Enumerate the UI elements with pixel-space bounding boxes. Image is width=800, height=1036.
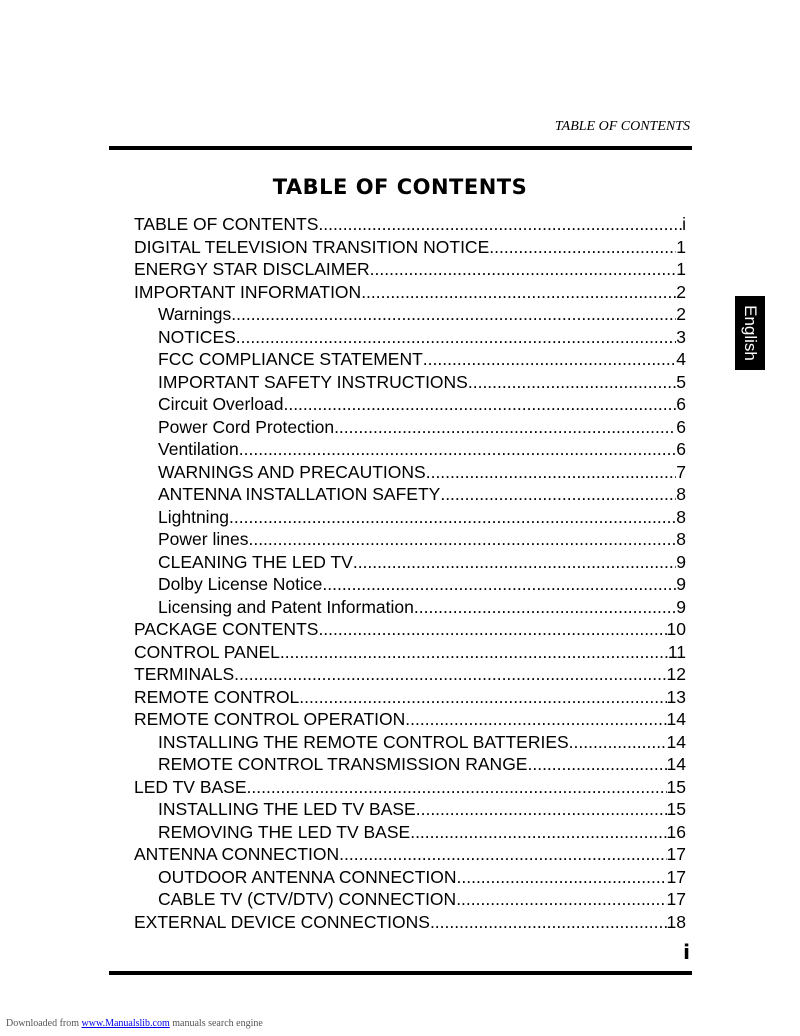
- toc-dot-leader: [430, 911, 667, 934]
- toc-dot-leader: [236, 326, 676, 349]
- toc-dot-leader: [416, 798, 667, 821]
- toc-entry-page: 8: [676, 506, 686, 527]
- toc-dot-leader: [414, 596, 676, 619]
- toc-entry-label: PACKAGE CONTENTS: [134, 619, 319, 639]
- toc-entry[interactable]: [134, 393, 686, 416]
- footer-prefix: Downloaded from: [6, 1018, 80, 1029]
- toc-entry-label: REMOTE CONTROL OPERATION: [134, 709, 406, 729]
- toc-entry-label: Licensing and Patent Information: [158, 596, 414, 617]
- toc-entry-label: Warnings: [158, 304, 232, 324]
- toc-entry-page: 2: [676, 304, 686, 324]
- toc-entry-page: 9: [676, 551, 686, 572]
- toc-entry-label: EXTERNAL DEVICE CONNECTIONS: [134, 911, 430, 932]
- toc-entry-label: ANTENNA INSTALLATION SAFETY: [158, 484, 441, 504]
- toc-entry-label: Lightning: [158, 506, 230, 527]
- toc-entry-page: 6: [676, 416, 686, 437]
- toc-entry-label: INSTALLING THE LED TV BASE: [158, 799, 416, 819]
- toc-entry-label: Circuit Overload: [158, 394, 284, 414]
- toc-entry[interactable]: [134, 416, 686, 439]
- toc-dot-leader: [353, 551, 676, 574]
- toc-entry-label: CABLE TV (CTV/DTV) CONNECTION: [158, 889, 457, 909]
- toc-entry-page: 8: [676, 484, 686, 504]
- toc-entry-page: 10: [666, 619, 686, 639]
- toc-dot-leader: [370, 258, 677, 281]
- toc-entry[interactable]: [134, 663, 686, 686]
- toc-entry[interactable]: [134, 753, 686, 776]
- toc-entry[interactable]: [134, 618, 686, 641]
- toc-entry-label: CLEANING THE LED TV: [158, 551, 353, 572]
- toc-dot-leader: [489, 236, 676, 259]
- toc-dot-leader: [426, 461, 677, 484]
- table-of-contents: [134, 213, 686, 933]
- toc-entry[interactable]: [134, 236, 686, 259]
- toc-dot-leader: [231, 303, 676, 326]
- toc-entry[interactable]: [134, 888, 686, 911]
- manualslib-link[interactable]: www.Manualslib.com: [81, 1018, 170, 1029]
- header-rule: [109, 146, 692, 150]
- toc-entry[interactable]: [134, 798, 686, 821]
- toc-entry-label: NOTICES: [158, 326, 236, 347]
- toc-entry-page: 14: [666, 709, 686, 729]
- toc-entry[interactable]: [134, 371, 686, 394]
- toc-entry[interactable]: [134, 821, 686, 844]
- toc-entry-label: REMOTE CONTROL: [134, 686, 300, 707]
- toc-entry-page: 3: [676, 326, 686, 347]
- toc-dot-leader: [440, 483, 676, 506]
- toc-entry-page: i: [682, 214, 686, 234]
- toc-dot-leader: [234, 663, 666, 686]
- toc-entry-page: 18: [666, 911, 686, 932]
- toc-entry-page: 14: [666, 731, 686, 752]
- toc-dot-leader: [405, 708, 666, 731]
- toc-entry[interactable]: [134, 303, 686, 326]
- toc-entry-label: IMPORTANT INFORMATION: [134, 281, 362, 302]
- toc-entry[interactable]: [134, 506, 686, 529]
- toc-entry-page: 15: [666, 799, 686, 819]
- footer-rule: [109, 971, 692, 975]
- toc-entry-label: WARNINGS AND PRECAUTIONS: [158, 461, 426, 482]
- toc-entry-page: 13: [666, 686, 686, 707]
- toc-entry-page: 1: [676, 236, 686, 257]
- toc-dot-leader: [322, 573, 676, 596]
- toc-entry[interactable]: [134, 708, 686, 731]
- toc-entry-page: 11: [667, 641, 686, 662]
- toc-entry[interactable]: [134, 438, 686, 461]
- toc-entry-page: 2: [676, 281, 686, 302]
- toc-entry-label: Power Cord Protection: [158, 416, 335, 437]
- toc-dot-leader: [334, 416, 676, 439]
- toc-dot-leader: [283, 393, 676, 416]
- toc-entry-page: 9: [676, 596, 686, 617]
- toc-dot-leader: [280, 641, 668, 664]
- toc-dot-leader: [239, 438, 677, 461]
- toc-entry-page: 15: [666, 776, 686, 797]
- toc-entry-page: 6: [676, 394, 686, 414]
- toc-dot-leader: [410, 821, 666, 844]
- toc-entry-label: Dolby License Notice: [158, 574, 323, 594]
- toc-entry-page: 8: [676, 529, 686, 549]
- toc-dot-leader: [318, 213, 682, 236]
- toc-entry-label: OUTDOOR ANTENNA CONNECTION: [158, 866, 457, 887]
- toc-entry[interactable]: [134, 528, 686, 551]
- toc-dot-leader: [339, 843, 666, 866]
- toc-entry[interactable]: [134, 483, 686, 506]
- toc-entry-page: 17: [666, 844, 686, 864]
- toc-entry[interactable]: [134, 551, 686, 574]
- toc-entry-label: TERMINALS: [134, 664, 235, 684]
- toc-entry-label: TABLE OF CONTENTS: [134, 214, 319, 234]
- toc-entry-page: 17: [666, 866, 686, 887]
- toc-entry[interactable]: [134, 258, 686, 281]
- toc-entry-page: 1: [676, 259, 686, 279]
- toc-entry-label: ANTENNA CONNECTION: [134, 844, 340, 864]
- toc-entry-page: 7: [676, 461, 686, 482]
- toc-entry[interactable]: [134, 213, 686, 236]
- toc-entry[interactable]: [134, 641, 686, 664]
- toc-entry-page: 5: [676, 371, 686, 392]
- toc-entry-page: 6: [676, 439, 686, 459]
- running-header: TABLE OF CONTENTS: [554, 119, 690, 134]
- toc-dot-leader: [423, 348, 676, 371]
- language-tab-label: English: [741, 305, 761, 361]
- toc-entry-label: Ventilation: [158, 439, 239, 459]
- toc-entry[interactable]: [134, 686, 686, 709]
- toc-dot-leader: [527, 753, 666, 776]
- toc-dot-leader: [248, 528, 676, 551]
- toc-entry[interactable]: [134, 866, 686, 889]
- toc-entry-page: 14: [666, 754, 686, 774]
- toc-dot-leader: [457, 866, 667, 889]
- toc-entry-label: DIGITAL TELEVISION TRANSITION NOTICE: [134, 236, 490, 257]
- toc-entry[interactable]: [134, 776, 686, 799]
- toc-entry[interactable]: [134, 326, 686, 349]
- toc-entry-label: Power lines: [158, 529, 249, 549]
- toc-entry-page: 12: [666, 664, 686, 684]
- toc-entry[interactable]: [134, 573, 686, 596]
- footer-suffix: manuals search engine: [172, 1018, 263, 1029]
- toc-dot-leader: [229, 506, 676, 529]
- page-number: i: [683, 940, 690, 964]
- toc-entry-page: 9: [676, 574, 686, 594]
- page-title: TABLE OF CONTENTS: [272, 175, 528, 199]
- toc-entry-label: INSTALLING THE REMOTE CONTROL BATTERIES: [158, 731, 569, 752]
- toc-entry-label: REMOTE CONTROL TRANSMISSION RANGE: [158, 754, 528, 774]
- toc-entry[interactable]: [134, 731, 686, 754]
- toc-entry[interactable]: [134, 281, 686, 304]
- toc-dot-leader: [318, 618, 666, 641]
- toc-entry-label: ENERGY STAR DISCLAIMER: [134, 259, 370, 279]
- toc-entry-label: FCC COMPLIANCE STATEMENT: [158, 349, 423, 369]
- toc-dot-leader: [299, 686, 666, 709]
- toc-entry[interactable]: [134, 843, 686, 866]
- toc-dot-leader: [456, 888, 666, 911]
- toc-entry-page: 16: [666, 821, 686, 842]
- toc-dot-leader: [468, 371, 676, 394]
- toc-entry-label: LED TV BASE: [134, 776, 247, 797]
- toc-entry-label: IMPORTANT SAFETY INSTRUCTIONS: [158, 371, 468, 392]
- toc-entry-page: 4: [676, 349, 686, 369]
- toc-entry-label: CONTROL PANEL: [134, 641, 280, 662]
- language-tab: [735, 296, 765, 370]
- toc-entry-page: 17: [666, 889, 686, 909]
- toc-dot-leader: [569, 731, 667, 754]
- download-footer: [6, 1018, 263, 1029]
- toc-dot-leader: [247, 776, 667, 799]
- toc-entry[interactable]: [134, 348, 686, 371]
- toc-entry[interactable]: [134, 911, 686, 934]
- toc-dot-leader: [361, 281, 676, 304]
- toc-entry[interactable]: [134, 461, 686, 484]
- toc-entry-label: REMOVING THE LED TV BASE: [158, 821, 411, 842]
- toc-entry[interactable]: [134, 596, 686, 619]
